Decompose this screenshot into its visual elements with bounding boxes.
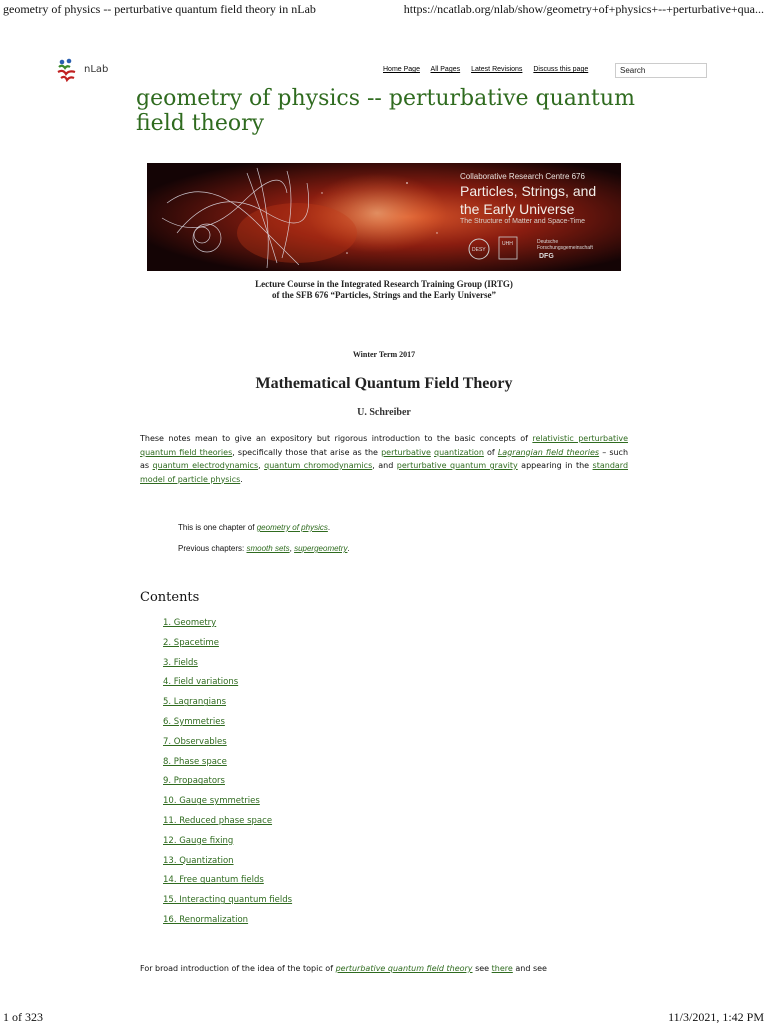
site-brand[interactable]: nLab xyxy=(84,64,109,75)
search-input[interactable]: Search xyxy=(615,63,707,78)
link-perturbative[interactable]: perturbative xyxy=(381,447,431,457)
intro-text: appearing in the xyxy=(517,461,593,470)
banner-line1: Collaborative Research Centre 676 xyxy=(460,172,585,181)
toc-link-spacetime[interactable]: 2. Spacetime xyxy=(163,637,219,648)
link-pqft[interactable]: perturbative quantum field theory xyxy=(335,964,473,973)
banner-line2: Particles, Strings, and xyxy=(460,183,597,199)
nlab-logo-icon[interactable] xyxy=(56,58,78,82)
banner-org-dfg-name: Deutsche Forschungsgemeinschaft xyxy=(537,239,593,251)
print-footer xyxy=(0,1008,768,1024)
chapter-note-text: This is one chapter of xyxy=(178,523,257,532)
toc-link-lagrangians[interactable]: 5. Lagrangians xyxy=(163,697,227,708)
toc-link-symmetries[interactable]: 6. Symmetries xyxy=(163,716,225,727)
chapter-note xyxy=(178,523,330,532)
lecture-line1: Lecture Course in the Integrated Research Training Group (IRTG) xyxy=(255,279,513,289)
toc-item xyxy=(163,695,292,715)
course-title: Mathematical Quantum Field Theory xyxy=(255,375,513,392)
banner-org-desy: DESY xyxy=(472,247,486,253)
print-header-url: https://ncatlab.org/nlab/show/geometry+of+physics+--+perturbative+qua... xyxy=(403,2,764,16)
top-nav xyxy=(383,66,597,73)
lecture-info xyxy=(0,279,768,301)
toc-link-reduced-phase-space[interactable]: 11. Reduced phase space xyxy=(163,815,273,826)
print-timestamp: 11/3/2021, 1:42 PM xyxy=(668,1010,764,1024)
nav-home-page[interactable]: Home Page xyxy=(383,66,420,73)
banner-org-uhh: UHH xyxy=(502,241,513,247)
link-qed[interactable]: quantum electrodynamics xyxy=(152,461,259,470)
term: Winter Term 2017 xyxy=(352,350,416,359)
page-counter: 1 of 323 xyxy=(3,1010,43,1024)
intro-text: of xyxy=(483,447,498,457)
toc-item xyxy=(163,755,292,775)
toc-link-gauge-fixing[interactable]: 12. Gauge fixing xyxy=(163,835,234,846)
toc-link-interacting-quantum-fields[interactable]: 15. Interacting quantum fields xyxy=(163,895,293,906)
toc-item xyxy=(163,893,292,913)
toc-item xyxy=(163,814,292,834)
previous-chapters xyxy=(178,544,350,553)
link-perturbative-quantum-gravity[interactable]: perturbative quantum gravity xyxy=(396,461,518,470)
toc-link-quantization[interactable]: 13. Quantization xyxy=(163,855,234,866)
table-of-contents xyxy=(163,616,292,933)
toc-link-free-quantum-fields[interactable]: 14. Free quantum fields xyxy=(163,875,264,886)
banner-org-dfg: DFG xyxy=(539,253,554,260)
lecture-line2: of the SFB 676 “Particles, Strings and the Early Universe” xyxy=(272,290,496,300)
toc-item xyxy=(163,636,292,656)
toc-link-geometry[interactable]: 1. Geometry xyxy=(163,618,217,628)
print-header xyxy=(0,0,768,18)
nav-all-pages[interactable]: All Pages xyxy=(430,66,461,73)
toc-item xyxy=(163,735,292,755)
link-qcd[interactable]: quantum chromodynamics xyxy=(264,461,373,470)
intro-text: , specifically those that arise as the xyxy=(232,447,382,457)
link-supergeometry[interactable]: supergeometry xyxy=(294,544,348,553)
toc-item xyxy=(163,794,292,814)
intro-text: , and xyxy=(372,461,397,470)
bottom-paragraph xyxy=(140,964,547,973)
toc-link-observables[interactable]: 7. Observables xyxy=(163,736,227,747)
toc-item xyxy=(163,774,292,794)
author: U. Schreiber xyxy=(357,407,411,418)
sfb-banner xyxy=(147,163,621,271)
toc-link-phase-space[interactable]: 8. Phase space xyxy=(163,756,227,767)
page-title: geometry of physics -- perturbative quantum field theory xyxy=(136,86,635,136)
contents-heading: Contents xyxy=(140,590,200,605)
toc-item xyxy=(163,656,292,676)
toc-item xyxy=(163,913,292,933)
link-lagrangian-field-theories[interactable]: Lagrangian field theories xyxy=(497,447,600,457)
intro-text: – such as xyxy=(140,447,629,470)
toc-link-renormalization[interactable]: 16. Renormalization xyxy=(163,914,249,925)
intro-text: , xyxy=(258,461,265,470)
banner-line3: the Early Universe xyxy=(460,201,575,217)
link-smooth-sets[interactable]: smooth sets xyxy=(246,544,290,553)
toc-item xyxy=(163,616,292,636)
nav-discuss[interactable]: Discuss this page xyxy=(533,66,589,73)
banner-line4: The Structure of Matter and Space-Time xyxy=(460,218,586,225)
toc-item xyxy=(163,834,292,854)
chapter-note-text: . xyxy=(327,523,331,532)
previous-chapters-label: Previous chapters: xyxy=(178,544,247,553)
intro-paragraph xyxy=(140,432,628,486)
toc-item xyxy=(163,854,292,874)
intro-text: These notes mean to give an expository but rigorous introduction to the basic concepts of xyxy=(140,434,533,443)
previous-chapters-end: . xyxy=(347,544,350,553)
previous-chapters-sep: , xyxy=(289,544,295,553)
link-geometry-of-physics[interactable]: geometry of physics xyxy=(256,523,328,532)
link-standard-model[interactable]: standard model of particle physics xyxy=(140,461,629,484)
toc-item xyxy=(163,675,292,695)
toc-item xyxy=(163,873,292,893)
intro-text: . xyxy=(240,474,243,484)
toc-link-propagators[interactable]: 9. Propagators xyxy=(163,776,225,787)
toc-link-gauge-symmetries[interactable]: 10. Gauge symmetries xyxy=(163,796,260,807)
bottom-text: and see xyxy=(512,964,547,973)
print-header-title: geometry of physics -- perturbative quantum field theory in nLab xyxy=(3,2,316,16)
toc-link-fields[interactable]: 3. Fields xyxy=(163,657,198,668)
bottom-text: see xyxy=(472,964,492,973)
nav-latest-revisions[interactable]: Latest Revisions xyxy=(471,66,523,73)
link-relativistic-pqft[interactable]: relativistic perturbative quantum field theories xyxy=(140,434,628,457)
bottom-text: For broad introduction of the idea of the topic of xyxy=(140,964,336,973)
toc-item xyxy=(163,715,292,735)
link-there[interactable]: there xyxy=(491,964,513,973)
link-quantization[interactable]: quantization xyxy=(433,447,484,457)
toc-link-field-variations[interactable]: 4. Field variations xyxy=(163,677,239,688)
